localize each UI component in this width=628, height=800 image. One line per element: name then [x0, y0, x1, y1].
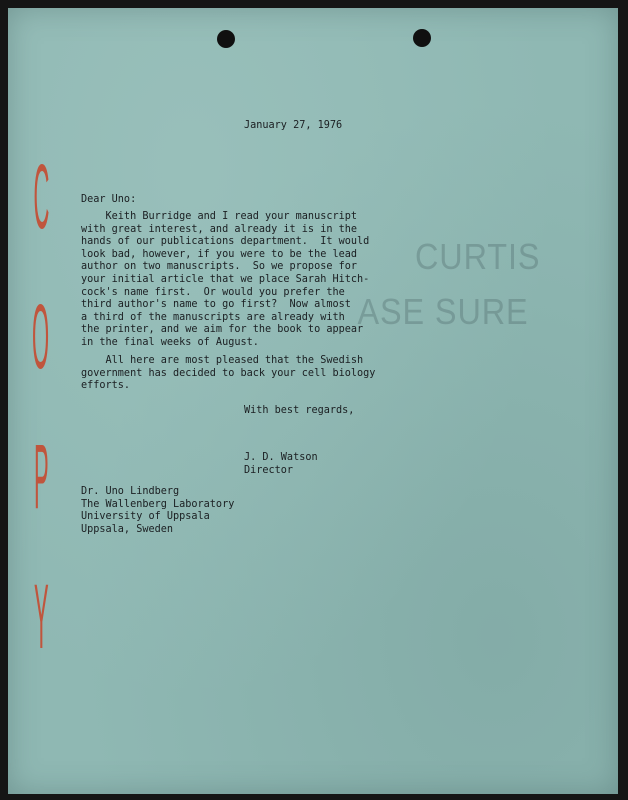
punch-hole-left — [217, 30, 235, 48]
letter-date: January 27, 1976 — [244, 120, 343, 131]
letter-salutation: Dear Uno: — [81, 194, 137, 205]
letter-paragraph-2: All here are most pleased that the Swedish government has decided to back your cell biology efforts. — [81, 355, 376, 392]
stamp-letter-p: P — [33, 427, 49, 529]
letter-page — [8, 8, 618, 794]
letter-closing: With best regards, — [244, 405, 355, 416]
stamp-letter-y: Y — [33, 567, 49, 669]
bleed-through-text-2: ASE SURE — [357, 291, 529, 332]
recipient-address: Dr. Uno Lindberg The Wallenberg Laboratory University of Uppsala Uppsala, Sweden — [81, 486, 235, 535]
copy-stamp — [26, 147, 56, 669]
stamp-letter-o: O — [32, 287, 50, 389]
punch-hole-right — [413, 29, 431, 47]
bleed-through-text-1: CURTIS — [414, 236, 541, 277]
letter-signature-block: J. D. Watson Director — [244, 452, 318, 476]
letter-paragraph-1: Keith Burridge and I read your manuscript with great interest, and already it is in the hands of our publications department. It would look bad, however, if you were to be the lead author on two manuscripts. So we propose for your initial article that we place Sarah Hitch- cock's name first. Or would you prefer the third author's name to go first? Now almost a third of the manuscripts are already with the printer, and we aim for the book to appear in the final weeks of August. — [81, 211, 370, 348]
stamp-letter-c: C — [33, 147, 49, 249]
